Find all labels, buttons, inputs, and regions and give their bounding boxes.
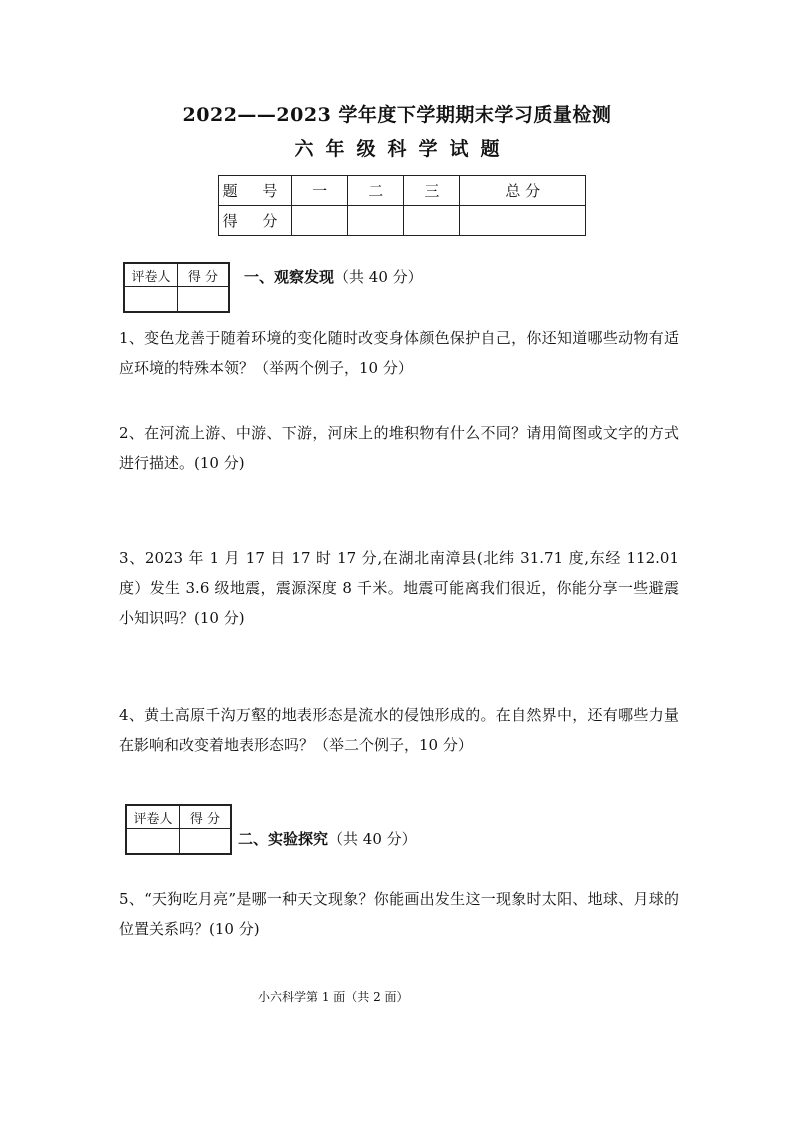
section-name: 二、实验探究 bbox=[238, 830, 329, 848]
score-table-cell: 二 bbox=[348, 176, 404, 206]
question-1: 1、变色龙善于随着环境的变化随时改变身体颜色保护自己，你还知道哪些动物有适应环境的特殊本领？（举两个例子，10 分） bbox=[119, 329, 679, 377]
question-4: 4、黄土高原千沟万壑的地表形态是流水的侵蚀形成的。在自然界中，还有哪些力量在影响和改变着地表形态吗？（举二个例子，10 分） bbox=[119, 706, 679, 754]
score-table-header-row bbox=[219, 176, 586, 206]
exam-title: 2022——2023 学年度下学期期末学习质量检测 bbox=[182, 104, 612, 126]
section-title bbox=[238, 828, 417, 849]
section-points: （共 40 分） bbox=[334, 268, 423, 286]
grader-input[interactable] bbox=[126, 829, 180, 855]
score-input[interactable] bbox=[178, 287, 230, 313]
score-table-score-row bbox=[219, 206, 586, 236]
score-table bbox=[218, 175, 586, 236]
section-title bbox=[244, 266, 423, 287]
score-table-cell[interactable] bbox=[348, 206, 404, 236]
score-label: 得 分 bbox=[178, 263, 230, 287]
score-table-cell: 得 分 bbox=[219, 206, 292, 236]
question-5: 5、“天狗吃月亮”是哪一种天文现象？你能画出发生这一现象时太阳、地球、月球的位置关系吗？(10 分) bbox=[119, 890, 679, 938]
question-2: 2、在河流上游、中游、下游，河床上的堆积物有什么不同？请用简图或文字的方式进行描述。(10 分) bbox=[119, 424, 679, 472]
score-table-cell: 一 bbox=[292, 176, 348, 206]
section-points: （共 40 分） bbox=[328, 830, 417, 848]
score-table-cell: 题 号 bbox=[219, 176, 292, 206]
score-input[interactable] bbox=[180, 829, 232, 855]
score-table-cell[interactable] bbox=[460, 206, 586, 236]
score-label: 得 分 bbox=[180, 805, 232, 829]
grader-label: 评卷人 bbox=[124, 263, 178, 287]
grader-box bbox=[125, 804, 232, 855]
score-table-cell: 三 bbox=[404, 176, 460, 206]
score-table-cell[interactable] bbox=[292, 206, 348, 236]
grader-box bbox=[123, 262, 230, 313]
section-name: 一、观察发现 bbox=[244, 268, 335, 286]
score-table-cell: 总 分 bbox=[460, 176, 586, 206]
grader-label: 评卷人 bbox=[126, 805, 180, 829]
question-3: 3、2023 年 1 月 17 日 17 时 17 分,在湖北南漳县(北纬 31.71 度,东经 112.01 度）发生 3.6 级地震，震源深度 8 千米。地震可能离我们很近，你能分享一些避震小知识吗？(10 分) bbox=[119, 549, 679, 627]
page-footer: 小六科学第 1 面（共 2 面） bbox=[258, 990, 409, 1004]
grader-input[interactable] bbox=[124, 287, 178, 313]
score-table-cell[interactable] bbox=[404, 206, 460, 236]
exam-subtitle: 六年级科学试题 bbox=[294, 138, 512, 160]
